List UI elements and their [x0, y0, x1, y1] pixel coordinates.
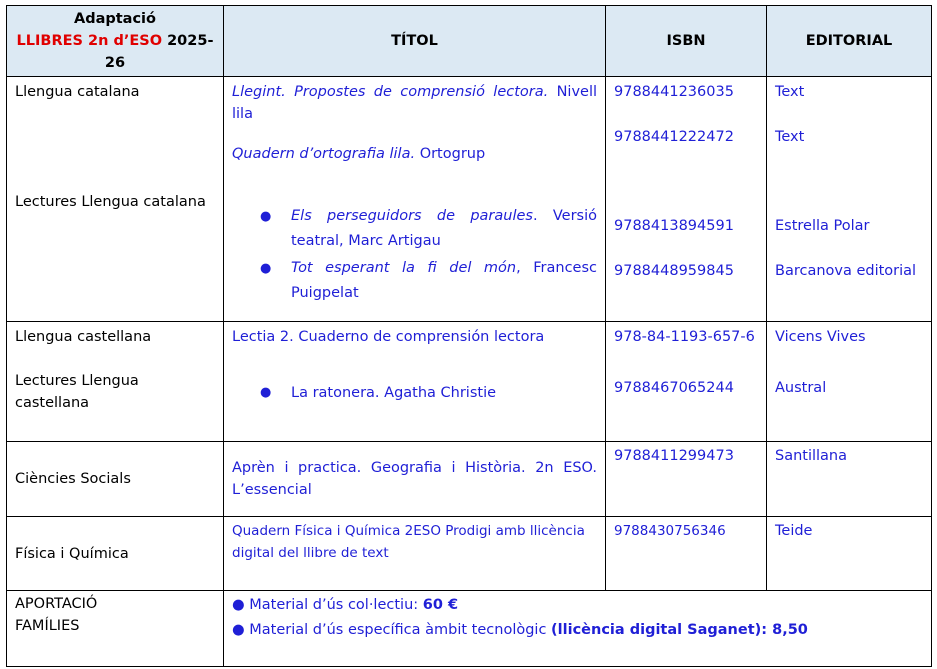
editorial-value: Text: [775, 84, 805, 100]
readings-list: [232, 382, 597, 404]
fee-tecnologic: ● Material d’ús específica àmbit tecnològic (llicència digital Saganet): 8,50: [232, 622, 808, 638]
aportacio-label: APORTACIÓ: [15, 596, 98, 612]
table-row-fisica: [7, 517, 932, 591]
table-row-socials: [7, 442, 932, 517]
editorial-value: Estrella Polar: [775, 218, 870, 234]
subject-cell: [7, 77, 224, 322]
editorial-value: Barcanova editorial: [775, 263, 917, 279]
editorial-cell: [767, 322, 932, 442]
list-item: ● Els perseguidors de paraules. Versió teatral, Marc Artigau: [260, 208, 598, 249]
editorial-value: Vicens Vives: [775, 329, 866, 345]
isbn-value: 9788430756346: [606, 517, 767, 591]
subject-fisica-quimica: Física i Química: [7, 517, 224, 591]
fees-cell: [224, 591, 932, 667]
book-quadern-fisica: Quadern Física i Química 2ESO Prodigi amb llicència digital del llibre de text: [224, 517, 606, 591]
isbn-value: 9788441236035: [614, 84, 734, 100]
header-title-cell: [7, 6, 224, 77]
header-llibres: LLIBRES 2n d’ESO: [16, 33, 163, 49]
readings-list: [232, 204, 597, 306]
book-lectia: Lectia 2. Cuaderno de comprensión lectora: [232, 329, 545, 345]
isbn-value: 9788441222472: [614, 129, 734, 145]
isbn-cell: [606, 77, 767, 322]
header-titol: TÍTOL: [224, 6, 606, 77]
book-quadern-ortografia: Quadern d’ortografia lila. Ortogrup: [232, 146, 486, 162]
fee-collectiu: ● Material d’ús col·lectiu: 60 €: [232, 597, 459, 613]
isbn-value: 9788413894591: [614, 218, 734, 234]
table-row-aportacio: [7, 591, 932, 667]
isbn-cell: [606, 322, 767, 442]
subject-lectures-catalana: Lectures Llengua catalana: [15, 194, 206, 210]
isbn-value: 9788448959845: [614, 263, 734, 279]
subject-llengua-castellana: Llengua castellana: [15, 329, 152, 345]
editorial-cell: [767, 77, 932, 322]
header-year: 2025-26: [104, 33, 214, 71]
subject-cell: [7, 322, 224, 442]
editorial-value: Teide: [767, 517, 932, 591]
header-editorial: EDITORIAL: [767, 6, 932, 77]
isbn-value: 9788411299473: [606, 442, 767, 517]
editorial-value: Austral: [775, 380, 827, 396]
editorial-value: Text: [775, 129, 805, 145]
list-item: ● Tot esperant la fi del món, Francesc Puigpelat: [260, 260, 597, 301]
header-isbn: ISBN: [606, 6, 767, 77]
families-label: FAMÍLIES: [15, 618, 80, 634]
book-apren-practica: Aprèn i practica. Geografia i Història. 2n ESO. L’essencial: [224, 442, 606, 517]
subject-llengua-catalana: Llengua catalana: [15, 84, 140, 100]
header-adaptacio: Adaptació: [73, 11, 156, 27]
list-item: ● La ratonera. Agatha Christie: [260, 385, 497, 401]
editorial-value: Santillana: [767, 442, 932, 517]
book-list-table: [6, 5, 932, 667]
title-cell: [224, 77, 606, 322]
table-row-castellana: [7, 322, 932, 442]
isbn-value: 9788467065244: [614, 380, 734, 396]
book-llegint: Llegint. Propostes de comprensió lectora. Nivell lila: [232, 84, 598, 122]
subject-lectures-castellana: Lectures Llengua castellana: [15, 373, 139, 411]
title-cell: [224, 322, 606, 442]
isbn-value: 978-84-1193-657-6: [614, 329, 755, 345]
aportacio-label-cell: [7, 591, 224, 667]
table-row-catalana: [7, 77, 932, 322]
header-row: [7, 6, 932, 77]
subject-ciencies-socials: Ciències Socials: [7, 442, 224, 517]
